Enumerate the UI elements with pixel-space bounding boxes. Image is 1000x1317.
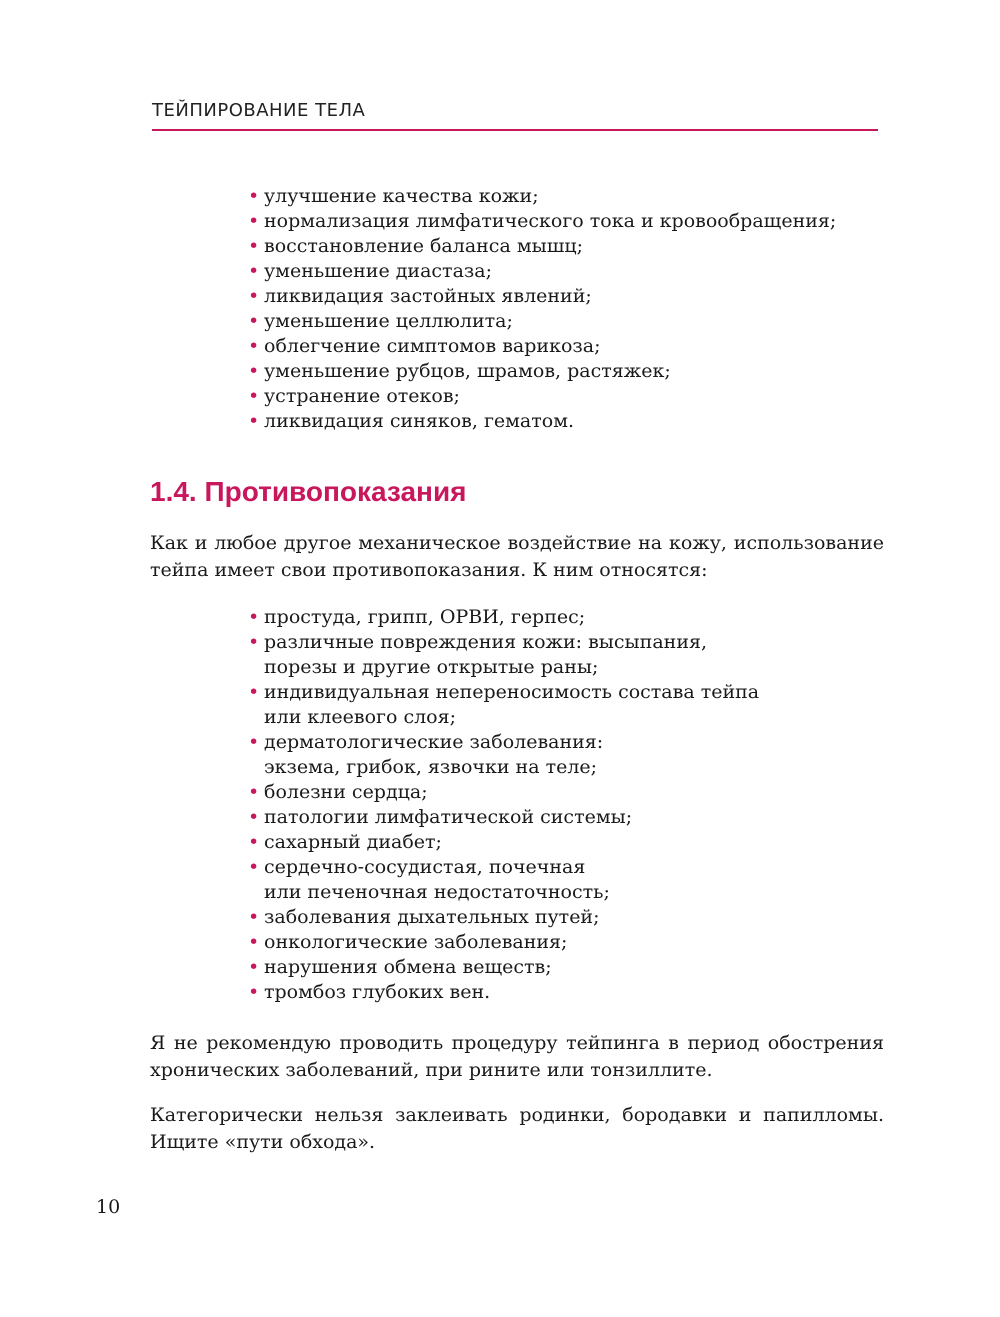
list-item: • уменьшение диастаза; xyxy=(248,260,492,282)
section-title: 1.4. Противопоказания xyxy=(150,476,467,507)
header-title: ТЕЙПИРОВАНИЕ ТЕЛА xyxy=(152,100,366,121)
intro-paragraph: Как и любое другое механическое воздействие на кожу, использование тейпа имеет свои противопоказания. К ним относятся: xyxy=(150,532,884,581)
bullet-icon: • xyxy=(248,681,260,703)
list-item: • индивидуальная непереносимость состава тейпа или клеевого слоя; xyxy=(248,681,760,728)
bullet-icon: • xyxy=(248,185,260,207)
list-item: • облегчение симптомов варикоза; xyxy=(248,335,601,357)
list-item: • различные повреждения кожи: высыпания, порезы и другие открытые раны; xyxy=(248,631,708,678)
bullet-icon: • xyxy=(248,335,260,357)
bullet-icon: • xyxy=(248,856,260,878)
list-item: • улучшение качества кожи; xyxy=(248,185,539,207)
list-item: • тромбоз глубоких вен. xyxy=(248,981,491,1003)
page-number: 10 xyxy=(96,1196,121,1218)
contraindications-list xyxy=(248,605,759,1005)
bullet-icon: • xyxy=(248,781,260,803)
list-item: • ликвидация синяков, гематом. xyxy=(248,410,575,432)
list-item: • дерматологические заболевания: экзема, грибок, язвочки на теле; xyxy=(248,731,604,778)
bullet-icon: • xyxy=(248,731,260,753)
list-item: • заболевания дыхательных путей; xyxy=(248,906,600,928)
bullet-icon: • xyxy=(248,606,260,628)
bullet-icon: • xyxy=(248,931,260,953)
bullet-icon: • xyxy=(248,981,260,1003)
list-item: • уменьшение рубцов, шрамов, растяжек; xyxy=(248,360,671,382)
running-header xyxy=(152,100,878,131)
bullet-icon: • xyxy=(248,260,260,282)
list-item: • болезни сердца; xyxy=(248,781,428,803)
bullet-icon: • xyxy=(248,360,260,382)
bullet-icon: • xyxy=(248,956,260,978)
bullet-icon: • xyxy=(248,906,260,928)
list-item: • устранение отеков; xyxy=(248,385,460,407)
list-item: • сердечно-сосудистая, почечная или печеночная недостаточность; xyxy=(248,856,610,903)
bullet-icon: • xyxy=(248,385,260,407)
bullet-icon: • xyxy=(248,806,260,828)
bullet-icon: • xyxy=(248,410,260,432)
list-item: • восстановление баланса мышц; xyxy=(248,235,584,257)
list-item: • сахарный диабет; xyxy=(248,831,442,853)
list-item: • нарушения обмена веществ; xyxy=(248,956,552,978)
bullet-icon: • xyxy=(248,831,260,853)
bullet-icon: • xyxy=(248,310,260,332)
bullet-icon: • xyxy=(248,285,260,307)
list-item: • онкологические заболевания; xyxy=(248,931,568,953)
list-item: • нормализация лимфатического тока и кровообращения; xyxy=(248,210,837,232)
list-item: • патологии лимфатической системы; xyxy=(248,806,633,828)
bullet-icon: • xyxy=(248,210,260,232)
bullet-icon: • xyxy=(248,235,260,257)
recommendation-paragraph: Я не рекомендую проводить процедуру тейпинга в период обострения хронических заболеваний, при рините или тонзиллите. xyxy=(150,1032,884,1081)
warning-paragraph: Категорически нельзя заклеивать родинки, бородавки и папилломы. Ищите «пути обхода». xyxy=(150,1104,884,1153)
list-item: • уменьшение целлюлита; xyxy=(248,310,513,332)
list-item: • ликвидация застойных явлений; xyxy=(248,285,592,307)
benefits-list xyxy=(248,184,836,434)
list-item: • простуда, грипп, ОРВИ, герпес; xyxy=(248,606,586,628)
bullet-icon: • xyxy=(248,631,260,653)
